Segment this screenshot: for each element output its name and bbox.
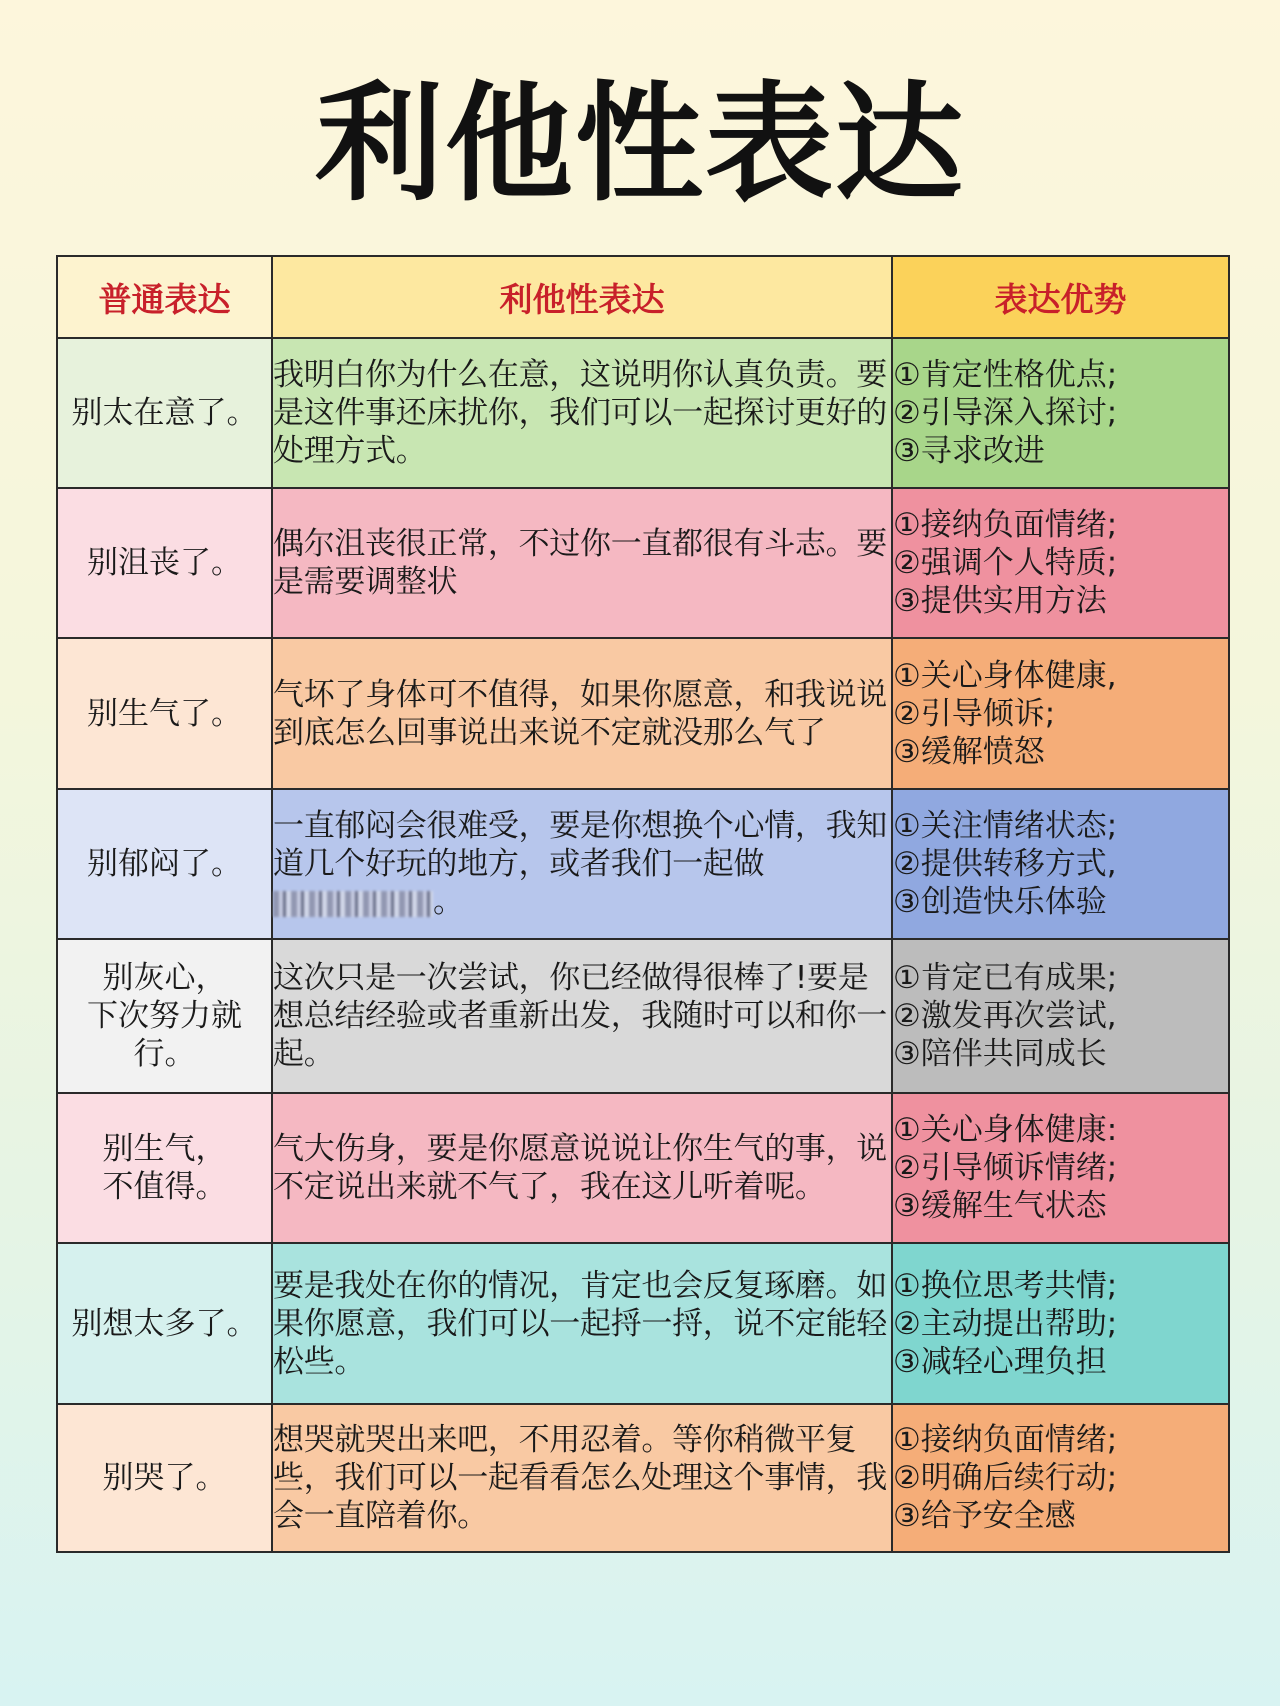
advantage-item: ①换位思考共情; [893,1267,1118,1304]
header-plain: 普通表达 [57,256,272,338]
advantage-item: ①关注情绪状态; [893,808,1118,844]
altruistic-text: 这次只是一次尝试，你已经做得很棒了!要是想总结经验或者重新出发，我随时可以和你一起。 [273,960,887,1072]
altruistic-expression [272,338,892,488]
advantage-item: ②提供转移方式, [893,846,1117,882]
altruistic-expression [272,1093,892,1243]
advantage-item: ②引导倾诉; [893,695,1056,732]
table-row [57,338,1229,488]
table-row [57,1243,1229,1404]
altruistic-text: 要是我处在你的情况，肯定也会反复琢磨。如果你愿意，我们可以一起捋一捋，说不定能轻松些。 [273,1267,887,1380]
altruistic-text-end: 。 [433,884,464,920]
altruistic-expression [272,638,892,789]
advantage-item: ③提供实用方法 [893,583,1107,619]
advantage-item: ①接纳负面情绪; [893,1422,1118,1458]
expression-advantages [892,1243,1229,1404]
altruistic-text: 气坏了身体可不值得，如果你愿意，和我说说到底怎么回事说出来说不定就没那么气了 [273,676,887,751]
expression-advantages [892,1093,1229,1243]
altruistic-expression [272,1243,892,1404]
advantage-item: ③缓解生气状态 [893,1188,1107,1224]
table-row [57,1093,1229,1243]
blurred-text [273,891,433,917]
advantage-item: ③陪伴共同成长 [893,1036,1107,1072]
advantage-item: ③减轻心理负担 [893,1343,1107,1380]
table-row [57,1404,1229,1552]
altruistic-text: 想哭就哭出来吧，不用忍着。等你稍微平复些，我们可以一起看看怎么处理这个事情，我会一直陪着你。 [273,1422,887,1534]
altruistic-expression [272,488,892,638]
table-row [57,488,1229,638]
table-row [57,638,1229,789]
advantage-item: ③创造快乐体验 [893,884,1107,920]
plain-expression: 别生气了。 [57,638,272,789]
expression-advantages [892,1404,1229,1552]
advantage-item: ②引导倾诉情绪; [893,1150,1118,1186]
comparison-table [56,255,1230,1553]
altruistic-expression [272,789,892,939]
advantage-item: ②主动提出帮助; [893,1305,1118,1342]
advantage-item: ③给予安全感 [893,1498,1076,1534]
advantage-item: ①关心身体健康: [893,1112,1118,1148]
advantage-item: ③缓解愤怒 [893,733,1045,770]
advantage-item: ②强调个人特质; [893,545,1118,581]
advantage-item: ②引导深入探讨; [893,395,1118,431]
expression-advantages [892,488,1229,638]
plain-expression: 别太在意了。 [57,338,272,488]
header-altruistic: 利他性表达 [272,256,892,338]
advantage-item: ①关心身体健康, [893,657,1117,694]
table-row [57,789,1229,939]
expression-advantages [892,939,1229,1093]
expression-advantages [892,638,1229,789]
advantage-item: ①接纳负面情绪; [893,507,1118,543]
altruistic-expression [272,1404,892,1552]
plain-expression: 别灰心， 下次努力就行。 [57,939,272,1093]
altruistic-text: 偶尔沮丧很正常，不过你一直都很有斗志。要是需要调整状 [273,526,887,600]
altruistic-expression [272,939,892,1093]
plain-expression: 别想太多了。 [57,1243,272,1404]
plain-expression: 别生气， 不值得。 [57,1093,272,1243]
expression-advantages [892,789,1229,939]
advantage-item: ③寻求改进 [893,433,1045,469]
plain-expression: 别沮丧了。 [57,488,272,638]
table-header-row [57,256,1229,338]
table-row [57,939,1229,1093]
plain-expression: 别哭了。 [57,1404,272,1552]
page-title: 利他性表达 [314,70,965,219]
altruistic-text: 气大伤身，要是你愿意说说让你生气的事，说不定说出来就不气了，我在这儿听着呢。 [273,1131,887,1205]
expression-advantages [892,338,1229,488]
advantage-item: ①肯定已有成果; [893,960,1118,996]
advantage-item: ②激发再次尝试, [893,998,1117,1034]
advantage-item: ①肯定性格优点; [893,357,1118,393]
header-advantage: 表达优势 [892,256,1229,338]
altruistic-text: 我明白你为什么在意，这说明你认真负责。要是这件事还床扰你，我们可以一起探讨更好的处理方式。 [273,357,887,469]
altruistic-text: 一直郁闷会很难受，要是你想换个心情，我知道几个好玩的地方，或者我们一起做 [273,808,887,882]
advantage-item: ②明确后续行动; [893,1460,1118,1496]
plain-expression: 别郁闷了。 [57,789,272,939]
